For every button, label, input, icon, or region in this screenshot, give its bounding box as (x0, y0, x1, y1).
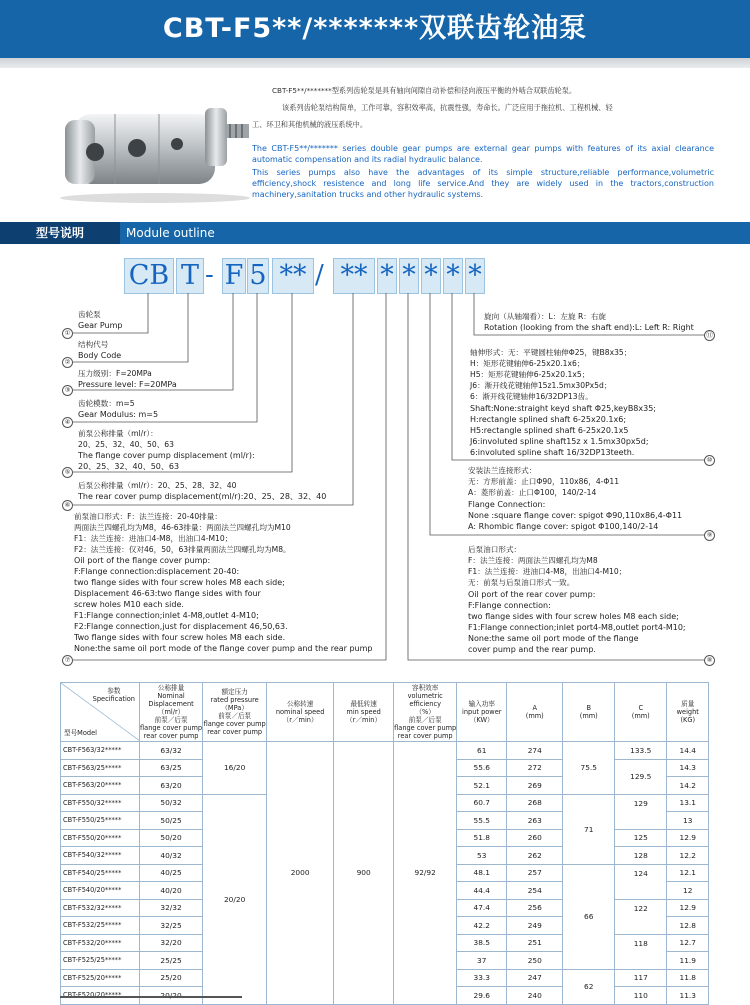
intro-en-para1: The CBT-F5**/******* series double gear pumps are external gear pumps with features of its axial clearance automatic compensation and its radial hydraulic balance. (252, 144, 714, 164)
ann-10-line: H5:rectangle splined shaft 6-25x20.1x5 (470, 426, 629, 435)
section-title-cn: 型号说明 (0, 222, 120, 244)
ann-10-line: J6:involuted spline shaft15z x 1.5mx30px5d; (470, 437, 649, 446)
ann-8-line: 无：前泵与后泵油口形式一致。 (468, 578, 575, 587)
cell-model: CBT-F550/25***** (61, 812, 140, 830)
ann-7-line: Two flange sides with four screw holes M8 each side. (74, 633, 286, 642)
cell-c: 133.5 (615, 742, 667, 760)
spec-table (60, 682, 709, 1005)
marker-9: ⑨ (704, 530, 715, 541)
cell-weight: 12.9 (667, 829, 709, 847)
marker-4: ④ (62, 417, 73, 428)
ann-8-line: 后泵油口形式： (468, 545, 522, 554)
code-part-cb: CB (124, 258, 174, 294)
cell-b: 71 (563, 794, 615, 864)
cell-a: 262 (507, 847, 563, 865)
ann-7-line: F2:Flange connection,just for displacement 46,50,63. (74, 622, 288, 631)
cell-pressure: 16/20 (203, 742, 267, 795)
cell-model: CBT-F532/20***** (61, 934, 140, 952)
cell-a: 257 (507, 864, 563, 882)
ann-10-line: H:rectangle splined shaft 6-25x20.1x6; (470, 415, 627, 424)
cell-disp: 40/25 (140, 864, 203, 882)
marker-2: ② (62, 357, 73, 368)
cell-model: CBT-F563/25***** (61, 759, 140, 777)
ann-4-cn: 齿轮模数：m=5 (78, 399, 135, 408)
cell-disp: 25/25 (140, 952, 203, 970)
cell-weight: 12 (667, 882, 709, 900)
table-row (61, 742, 709, 760)
marker-1: ① (62, 328, 73, 339)
cell-disp: 50/20 (140, 829, 203, 847)
marker-11: ⑪ (704, 330, 715, 341)
header-efficiency: 容积效率 volumetric efficiency （%） 前泵／后泵 flange cover pump rear cover pump (394, 684, 457, 740)
ann-7-line: F2：法兰连接：仅对46，50，63排量两面法兰四螺孔均为M8。 (74, 545, 291, 554)
cell-a: 263 (507, 812, 563, 830)
cell-weight: 13.1 (667, 794, 709, 812)
ann-8-line: F1:Flange connection;inlet port4-M8,outlet port4-M10; (468, 623, 686, 632)
cell-disp: 50/32 (140, 794, 203, 812)
cell-pressure: 20/20 (203, 794, 267, 1004)
cell-power: 44.4 (457, 882, 507, 900)
cell-power: 33.3 (457, 969, 507, 987)
marker-10: ⑩ (704, 455, 715, 466)
header-model: 型号Model (64, 729, 97, 737)
code-part-rear-disp: ** (333, 258, 375, 294)
ann-9-line: A：菱形前盖：止口Φ100，140/2-14 (468, 488, 597, 497)
ann-8-line: cover pump and the rear pump. (468, 645, 596, 654)
code-part-front-port: * (377, 258, 397, 294)
cell-power: 47.4 (457, 899, 507, 917)
cell-power: 61 (457, 742, 507, 760)
ann-6-en: The rear cover pump displacement(ml/r):20、25、28、32、40 (78, 492, 327, 501)
ann-9-line: Flange Connection: (468, 500, 546, 509)
cell-model: CBT-F525/25***** (61, 952, 140, 970)
cell-c: 118 (615, 934, 667, 969)
cell-weight: 14.4 (667, 742, 709, 760)
cell-weight: 11.3 (667, 987, 709, 1005)
cell-disp: 40/32 (140, 847, 203, 865)
cell-model: CBT-F563/32***** (61, 742, 140, 760)
ann-5-cn1: 前泵公称排量（ml/r）： (78, 429, 158, 438)
cell-model: CBT-F525/20***** (61, 969, 140, 987)
cell-b: 75.5 (563, 742, 615, 795)
header-spec: 参数 Specification (92, 687, 135, 703)
cell-disp: 32/25 (140, 917, 203, 935)
ann-7-line: 两面法兰四螺孔均为M8，46-63排量：两面法兰四螺孔均为M10 (74, 523, 291, 532)
cell-power: 55.6 (457, 759, 507, 777)
cell-power: 53 (457, 847, 507, 865)
ann-10-line: H：矩形花键轴伸6-25x20.1x6； (470, 359, 585, 368)
cell-power: 38.5 (457, 934, 507, 952)
ann-8-line: F1：法兰连接：进油口4-M8，出油口4-M10； (468, 567, 627, 576)
cell-disp: 40/20 (140, 882, 203, 900)
code-part-f: F (222, 258, 246, 294)
intro-cn-line3: 工、环卫和其他机械的液压系统中。 (252, 120, 368, 129)
ann-7-line: Displacement 46-63:two flange sides with four (74, 589, 261, 598)
intro-en-para2: This series pumps also have the advantages of its simple structure,reliable performance,volumetric efficiency,shock resistence and long life service.And they are widely used in the tractors,construction machinery,sanitation trucks and other hydraulic systems. (252, 168, 714, 199)
ann-2-cn: 结构代号 (78, 340, 109, 349)
cell-a: 256 (507, 899, 563, 917)
cell-b: 62 (563, 969, 615, 1004)
cell-model: CBT-F532/25***** (61, 917, 140, 935)
ann-9-line: A: Rhombic flange cover: spigot Φ100,140/2-14 (468, 522, 659, 531)
ann-8-line: F:Flange connection: (468, 601, 551, 610)
header-power: 输入功率 input power （KW） (457, 683, 507, 742)
cell-c: 129 (615, 794, 667, 829)
cell-disp: 50/25 (140, 812, 203, 830)
cell-disp: 63/25 (140, 759, 203, 777)
cell-disp: 63/20 (140, 777, 203, 795)
header-displacement: 公称排量 Nominal Displacement （ml/r） 前泵／后泵 flange cover pump rear cover pump (140, 684, 203, 740)
ann-5-en1: The flange cover pump displacement (ml/r): (78, 451, 255, 460)
cell-weight: 13 (667, 812, 709, 830)
ann-10-line: Shaft:None:straight keyd shaft Φ25,keyB8x35; (470, 404, 657, 413)
ann-9-line: None :square flange cover: spigot Φ90,110x86,4-Φ11 (468, 511, 683, 520)
ann-10-line: H5：矩形花键轴伸6-25x20.1x5； (470, 370, 590, 379)
bottom-divider (60, 996, 242, 998)
ann-9-line: 无：方形前盖：止口Φ90，110x86，4-Φ11 (468, 477, 620, 486)
ann-7-line: two flange sides with four screw holes M8 each side; (74, 578, 285, 587)
ann-7-line: 前泵油口形式：F：法兰连接：20-40排量： (74, 512, 222, 521)
intro-cn-line2: 该系列齿轮泵结构简单，工作可靠，容积效率高，抗震性强，寿命长。广泛应用于拖拉机、工程机械、轻 (282, 103, 613, 112)
cell-a: 249 (507, 917, 563, 935)
section-title-en: Module outline (126, 226, 215, 240)
cell-a: 274 (507, 742, 563, 760)
table-header-row (61, 683, 709, 742)
ann-5-cn2: 20、25、32、40、50、63 (78, 440, 174, 449)
cell-a: 251 (507, 934, 563, 952)
cell-c: 117 (615, 969, 667, 987)
cell-weight: 11.9 (667, 952, 709, 970)
ann-3-cn: 压力级别：F=20MPa (78, 369, 152, 378)
ann-8-line: F：法兰连接：两面法兰四螺孔均为M8 (468, 556, 598, 565)
cell-weight: 12.9 (667, 899, 709, 917)
header-b: B (mm) (563, 683, 615, 742)
cell-a: 268 (507, 794, 563, 812)
cell-a: 272 (507, 759, 563, 777)
cell-c: 129.5 (615, 759, 667, 794)
cell-weight: 12.8 (667, 917, 709, 935)
code-part-rear-port: * (399, 258, 419, 294)
cell-model: CBT-F550/32***** (61, 794, 140, 812)
cell-efficiency: 92/92 (394, 742, 457, 1005)
cell-c: 128 (615, 847, 667, 865)
ann-2-en: Body Code (78, 351, 122, 360)
cell-b: 66 (563, 864, 615, 969)
ann-1-en: Gear Pump (78, 321, 123, 330)
ann-7-line: Oil port of the flange cover pump: (74, 556, 211, 565)
cell-power: 52.1 (457, 777, 507, 795)
ann-11-en: Rotation (looking from the shaft end):L: Left R: Right (484, 323, 694, 332)
page-title: CBT-F5**/*******双联齿轮油泵 (162, 13, 588, 44)
header-min-speed: 最低转速 min speed （r／min） (334, 683, 394, 742)
ann-10-line: 6:involuted spline shaft 16/32DP13teeth. (470, 448, 635, 457)
header-spec-model (61, 683, 140, 742)
ann-5-en2: 20、25、32、40、50、63 (78, 462, 180, 471)
header-pressure: 额定压力 rated pressure （MPa） 前泵／后泵 flange cover pump rear cover pump (203, 683, 267, 742)
cell-power: 42.2 (457, 917, 507, 935)
cell-a: 269 (507, 777, 563, 795)
cell-model: CBT-F563/20***** (61, 777, 140, 795)
cell-model: CBT-F540/25***** (61, 864, 140, 882)
cell-power: 37 (457, 952, 507, 970)
cell-power: 60.7 (457, 794, 507, 812)
cell-power: 29.6 (457, 987, 507, 1005)
marker-6: ⑥ (62, 500, 73, 511)
ann-11-cn: 旋向（从轴端看）：L：左旋 R：右旋 (484, 312, 607, 321)
ann-10-line: 6：渐开线花键轴伸16/32DP13齿。 (470, 392, 593, 401)
header-weight: 质量 weight (KG) (667, 683, 709, 742)
ann-8-line: two flange sides with four screw holes M8 each side; (468, 612, 679, 621)
cell-disp: 32/20 (140, 934, 203, 952)
ann-7-line: F1:Flange connection;inlet 4-M8,outlet 4-M10; (74, 611, 259, 620)
marker-8: ⑧ (704, 655, 715, 666)
ann-7-line: F:Flange connection:displacement 20-40: (74, 567, 240, 576)
cell-power: 48.1 (457, 864, 507, 882)
code-part-front-disp: ** (272, 258, 314, 294)
code-hyphen: - (205, 260, 214, 290)
cell-model: CBT-F540/32***** (61, 847, 140, 865)
marker-5: ⑤ (62, 467, 73, 478)
code-part-rotation: * (465, 258, 485, 294)
ann-10-line: 轴伸形式：无：平键圆柱轴伸Φ25，键B8x35； (470, 348, 632, 357)
ann-9-line: 安装法兰连接形式： (468, 466, 537, 475)
cell-power: 55.5 (457, 812, 507, 830)
header-c: C (mm) (615, 683, 667, 742)
marker-7: ⑦ (62, 655, 73, 666)
cell-model: CBT-F532/32***** (61, 899, 140, 917)
cell-model: CBT-F550/20***** (61, 829, 140, 847)
cell-c: 110 (615, 987, 667, 1005)
cell-weight: 11.8 (667, 969, 709, 987)
header-a: A (mm) (507, 683, 563, 742)
code-part-5: 5 (247, 258, 269, 294)
cell-power: 51.8 (457, 829, 507, 847)
cell-a: 254 (507, 882, 563, 900)
intro-cn-line1: CBT-F5**/*******型系列齿轮泵是具有轴向间隙自动补偿和径向液压平衡的外啮合双联齿轮泵。 (272, 86, 577, 95)
cell-min-speed: 900 (334, 742, 394, 1005)
ann-8-line: None:the same oil port mode of the flange (468, 634, 639, 643)
ann-3-en: Pressure level: F=20MPa (78, 380, 177, 389)
cell-speed: 2000 (267, 742, 334, 1005)
ann-7-line: F1：法兰连接：进油口4-M8，出油口4-M10； (74, 534, 233, 543)
header-speed: 公称转速 nominal speed （r／min） (267, 683, 334, 742)
ann-10-line: J6：渐开线花键轴伸15z1.5mx30Px5d； (470, 381, 612, 390)
cell-weight: 12.1 (667, 864, 709, 882)
cell-a: 247 (507, 969, 563, 987)
code-slash: / (315, 260, 324, 290)
marker-3: ③ (62, 385, 73, 396)
cell-disp: 32/32 (140, 899, 203, 917)
cell-a: 250 (507, 952, 563, 970)
cell-c: 124 (615, 864, 667, 899)
ann-7-line: screw holes M10 each side. (74, 600, 184, 609)
cell-c: 125 (615, 829, 667, 847)
cell-weight: 12.2 (667, 847, 709, 865)
ann-7-line: None:the same oil port mode of the flange cover pump and the rear pump (74, 644, 373, 653)
cell-a: 260 (507, 829, 563, 847)
cell-disp: 63/32 (140, 742, 203, 760)
code-part-t: T (176, 258, 204, 294)
cell-disp: 25/20 (140, 969, 203, 987)
cell-weight: 14.2 (667, 777, 709, 795)
ann-1-cn: 齿轮泵 (78, 310, 101, 319)
cell-a: 240 (507, 987, 563, 1005)
cell-c: 122 (615, 899, 667, 934)
code-part-shaft: * (443, 258, 463, 294)
cell-weight: 12.7 (667, 934, 709, 952)
cell-weight: 14.3 (667, 759, 709, 777)
ann-4-en: Gear Modulus: m=5 (78, 410, 159, 419)
ann-6-cn: 后泵公称排量（ml/r）：20、25、28、32、40 (78, 481, 237, 490)
ann-8-line: Oil port of the rear cover pump: (468, 590, 596, 599)
cell-model: CBT-F540/20***** (61, 882, 140, 900)
code-part-flange: * (421, 258, 441, 294)
